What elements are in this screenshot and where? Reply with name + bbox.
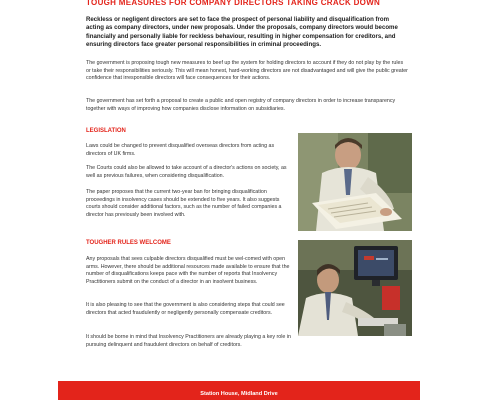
body-paragraph-2: The government has set forth a proposal to create a public and open registry of company directors in order to increase transparency together with ways of improving how companies disclose information on subsidiaries. bbox=[86, 98, 396, 112]
page-title-banner bbox=[86, 0, 398, 7]
legislation-heading: LEGISLATION bbox=[86, 128, 126, 134]
photo-director-at-computer bbox=[298, 240, 412, 336]
legislation-paragraph-1: Laws could be changed to prevent disqualified overseas directors from acting as directors of UK firms. bbox=[86, 143, 275, 157]
tougher-rules-paragraph-2: It is also pleasing to see that the government is also considering steps that could see directors that acted fraudulently or negligently personally compensate creditors. bbox=[86, 302, 285, 316]
intro-paragraph: Reckless or negligent directors are set to face the prospect of personal liability and disqualification from acting as company directors, under new proposals. Under the proposals, company directors would become financially and personally liable for reckless behaviour, resulting in higher compensation for creditors, and ensuring directors face greater personal responsibilities in criminal proceedings. bbox=[86, 16, 398, 49]
photo-director-reading-documents bbox=[298, 133, 412, 231]
page-title: TOUGH MEASURES FOR COMPANY DIRECTORS TAKING CRACK DOWN bbox=[86, 0, 381, 7]
legislation-paragraph-2: The Courts could also be allowed to take account of a director's actions on society, as well as previous failures, when considering disqualification. bbox=[86, 165, 287, 179]
legislation-paragraph-3: The paper proposes that the current two-year ban for bringing disqualification proceedings in insolvency cases should be extended to five years. It also suggests courts should consider additional factors, such as the number of failed companies a director has previously been involved with. bbox=[86, 189, 282, 218]
tougher-rules-paragraph-1: Any proposals that sees culpable directors disqualified must be wel-comed with open arms. However, there should be additional resources made available to ensure that the number of disqualifications keeps pace with the number of reports that Insolvency Practitioners submit on the conduct of a director in an insolvent business. bbox=[86, 256, 290, 285]
tougher-rules-paragraph-3: It should be borne in mind that Insolvency Practitioners are already playing a key role in pursuing delinquent and fraudulent directors on behalf of creditors. bbox=[86, 334, 291, 348]
tougher-rules-heading: TOUGHER RULES WELCOME bbox=[86, 240, 171, 246]
footer-address: Station House, Midland Drive bbox=[200, 391, 278, 397]
body-paragraph-1: The government is proposing tough new measures to beef up the system for holding directors to account if they do not play by the rules or take their responsibilities seriously. This will mean honest, hard-working directors are not disadvantaged and will give the public greater confidence that irresponsible directors will face consequences for their actions. bbox=[86, 60, 408, 82]
